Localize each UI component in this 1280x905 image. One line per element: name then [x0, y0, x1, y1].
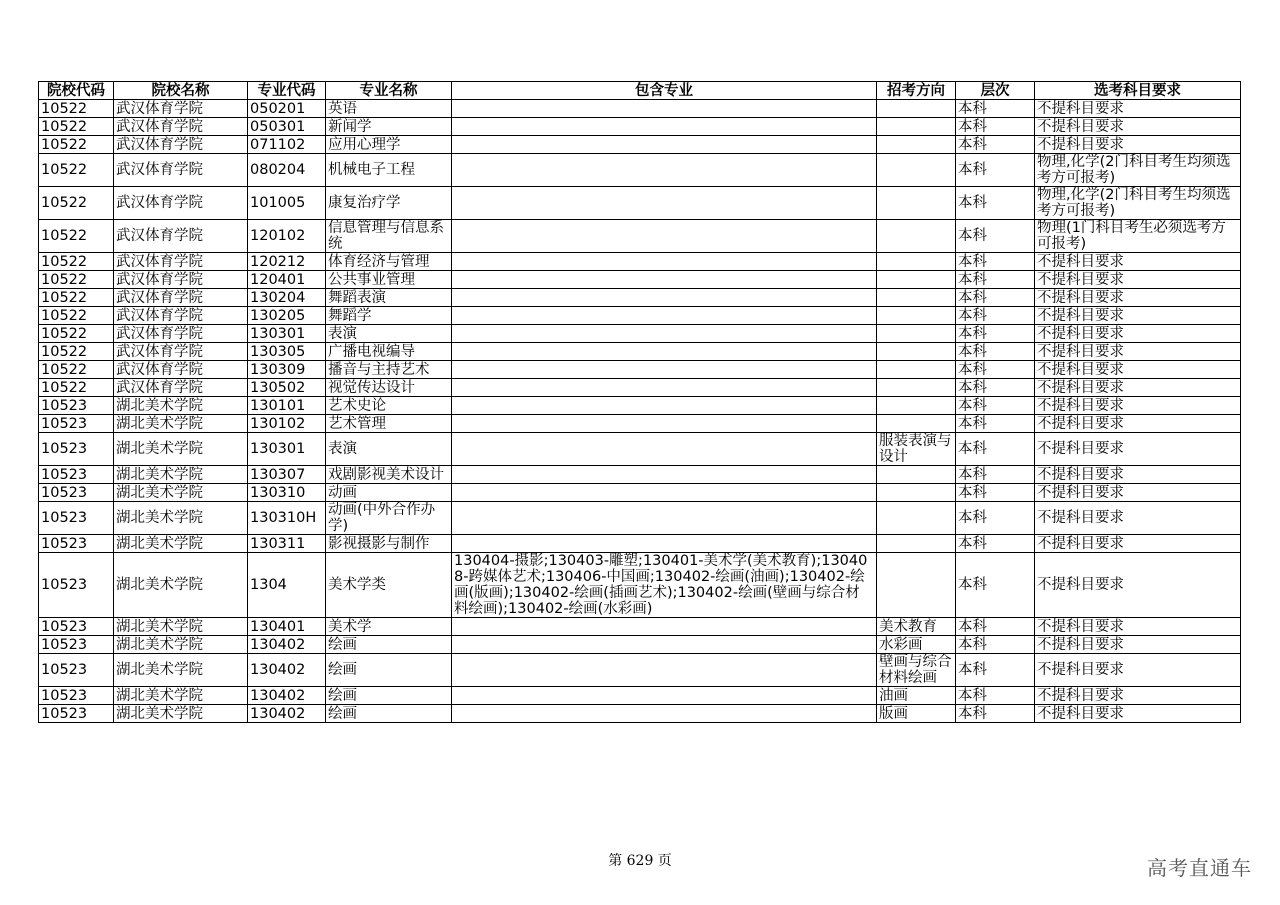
cell-subject-requirement: 不提科目要求	[1035, 466, 1241, 484]
cell-level: 本科	[956, 433, 1035, 466]
cell-major-code: 130301	[248, 325, 326, 343]
cell-direction: 服装表演与设计	[877, 433, 956, 466]
cell-school-name: 湖北美术学院	[114, 687, 248, 705]
cell-level: 本科	[956, 705, 1035, 723]
cell-school-name: 湖北美术学院	[114, 535, 248, 553]
cell-included-majors	[452, 705, 877, 723]
cell-level: 本科	[956, 118, 1035, 136]
cell-major-name: 绘画	[326, 687, 452, 705]
cell-school-name: 湖北美术学院	[114, 553, 248, 618]
cell-school-code: 10523	[39, 553, 114, 618]
cell-major-name: 播音与主持艺术	[326, 361, 452, 379]
cell-major-name: 动画(中外合作办学)	[326, 502, 452, 535]
cell-subject-requirement: 不提科目要求	[1035, 307, 1241, 325]
cell-major-code: 130309	[248, 361, 326, 379]
table-row	[39, 687, 1241, 705]
table-row	[39, 466, 1241, 484]
cell-major-name: 应用心理学	[326, 136, 452, 154]
cell-school-code: 10523	[39, 687, 114, 705]
cell-included-majors	[452, 618, 877, 636]
cell-subject-requirement: 不提科目要求	[1035, 636, 1241, 654]
cell-level: 本科	[956, 325, 1035, 343]
cell-school-name: 武汉体育学院	[114, 379, 248, 397]
cell-level: 本科	[956, 253, 1035, 271]
cell-subject-requirement: 不提科目要求	[1035, 289, 1241, 307]
cell-direction	[877, 415, 956, 433]
cell-school-code: 10522	[39, 379, 114, 397]
watermark-logo: 高考直通车	[1147, 856, 1252, 880]
cell-school-name: 武汉体育学院	[114, 253, 248, 271]
cell-subject-requirement: 不提科目要求	[1035, 687, 1241, 705]
cell-school-code: 10523	[39, 654, 114, 687]
cell-major-code: 130305	[248, 343, 326, 361]
cell-school-name: 武汉体育学院	[114, 100, 248, 118]
cell-direction	[877, 253, 956, 271]
cell-level: 本科	[956, 271, 1035, 289]
cell-major-code: 130402	[248, 687, 326, 705]
cell-school-name: 武汉体育学院	[114, 220, 248, 253]
header-school-name: 院校名称	[114, 82, 248, 100]
cell-included-majors	[452, 325, 877, 343]
cell-included-majors	[452, 466, 877, 484]
cell-subject-requirement: 不提科目要求	[1035, 415, 1241, 433]
cell-direction	[877, 307, 956, 325]
cell-major-code: 130402	[248, 636, 326, 654]
cell-school-code: 10523	[39, 415, 114, 433]
table-row	[39, 535, 1241, 553]
table-row	[39, 220, 1241, 253]
cell-included-majors	[452, 397, 877, 415]
cell-school-name: 武汉体育学院	[114, 307, 248, 325]
cell-subject-requirement: 不提科目要求	[1035, 535, 1241, 553]
cell-direction	[877, 220, 956, 253]
cell-included-majors	[452, 253, 877, 271]
cell-major-name: 新闻学	[326, 118, 452, 136]
table-row	[39, 289, 1241, 307]
cell-school-code: 10523	[39, 466, 114, 484]
cell-major-code: 130101	[248, 397, 326, 415]
cell-major-code: 130301	[248, 433, 326, 466]
cell-major-name: 公共事业管理	[326, 271, 452, 289]
cell-direction	[877, 325, 956, 343]
table-row	[39, 502, 1241, 535]
cell-included-majors	[452, 271, 877, 289]
cell-major-name: 表演	[326, 325, 452, 343]
table-row	[39, 636, 1241, 654]
cell-school-name: 武汉体育学院	[114, 361, 248, 379]
cell-school-name: 湖北美术学院	[114, 415, 248, 433]
cell-subject-requirement: 物理,化学(2门科目考生均须选考方可报考)	[1035, 187, 1241, 220]
table-body	[39, 100, 1241, 723]
cell-major-code: 080204	[248, 154, 326, 187]
cell-level: 本科	[956, 535, 1035, 553]
cell-major-code: 130204	[248, 289, 326, 307]
cell-major-code: 1304	[248, 553, 326, 618]
cell-major-name: 绘画	[326, 705, 452, 723]
cell-school-code: 10522	[39, 220, 114, 253]
cell-major-name: 英语	[326, 100, 452, 118]
cell-school-code: 10522	[39, 325, 114, 343]
table-row	[39, 343, 1241, 361]
cell-subject-requirement: 不提科目要求	[1035, 136, 1241, 154]
table-row	[39, 253, 1241, 271]
cell-level: 本科	[956, 220, 1035, 253]
cell-major-name: 舞蹈学	[326, 307, 452, 325]
cell-school-code: 10522	[39, 289, 114, 307]
cell-major-name: 美术学	[326, 618, 452, 636]
cell-subject-requirement: 物理,化学(2门科目考生均须选考方可报考)	[1035, 154, 1241, 187]
cell-direction	[877, 502, 956, 535]
cell-school-code: 10522	[39, 187, 114, 220]
cell-level: 本科	[956, 154, 1035, 187]
cell-major-name: 艺术管理	[326, 415, 452, 433]
cell-subject-requirement: 不提科目要求	[1035, 361, 1241, 379]
cell-level: 本科	[956, 654, 1035, 687]
table-row	[39, 136, 1241, 154]
table-row	[39, 553, 1241, 618]
cell-major-name: 表演	[326, 433, 452, 466]
cell-major-name: 机械电子工程	[326, 154, 452, 187]
cell-major-name: 美术学类	[326, 553, 452, 618]
cell-direction	[877, 100, 956, 118]
cell-school-code: 10523	[39, 636, 114, 654]
cell-major-name: 影视摄影与制作	[326, 535, 452, 553]
cell-school-name: 湖北美术学院	[114, 636, 248, 654]
cell-major-name: 视觉传达设计	[326, 379, 452, 397]
cell-level: 本科	[956, 136, 1035, 154]
cell-level: 本科	[956, 100, 1035, 118]
cell-school-code: 10522	[39, 154, 114, 187]
header-direction: 招考方向	[877, 82, 956, 100]
cell-school-code: 10523	[39, 397, 114, 415]
cell-included-majors: 130404-摄影;130403-雕塑;130401-美术学(美术教育);130408-跨媒体艺术;130406-中国画;130402-绘画(油画);130402-绘画(版画);130402-绘画(插画艺术);130402-绘画(壁画与综合材料绘画);130402-绘画(水彩画)	[452, 553, 877, 618]
cell-school-name: 湖北美术学院	[114, 502, 248, 535]
cell-level: 本科	[956, 289, 1035, 307]
cell-level: 本科	[956, 415, 1035, 433]
cell-direction: 版画	[877, 705, 956, 723]
cell-included-majors	[452, 100, 877, 118]
cell-direction	[877, 484, 956, 502]
cell-direction: 油画	[877, 687, 956, 705]
cell-school-code: 10522	[39, 343, 114, 361]
cell-major-code: 130307	[248, 466, 326, 484]
cell-school-code: 10523	[39, 618, 114, 636]
cell-major-name: 康复治疗学	[326, 187, 452, 220]
cell-included-majors	[452, 379, 877, 397]
cell-direction	[877, 343, 956, 361]
cell-level: 本科	[956, 343, 1035, 361]
table-row	[39, 618, 1241, 636]
cell-subject-requirement: 不提科目要求	[1035, 502, 1241, 535]
header-included-majors: 包含专业	[452, 82, 877, 100]
cell-school-code: 10523	[39, 502, 114, 535]
page-number: 第 629 页	[608, 853, 672, 869]
cell-major-code: 130311	[248, 535, 326, 553]
cell-school-code: 10523	[39, 705, 114, 723]
cell-level: 本科	[956, 502, 1035, 535]
cell-level: 本科	[956, 687, 1035, 705]
cell-subject-requirement: 不提科目要求	[1035, 654, 1241, 687]
cell-major-code: 130102	[248, 415, 326, 433]
cell-direction: 美术教育	[877, 618, 956, 636]
cell-major-name: 绘画	[326, 654, 452, 687]
cell-direction	[877, 466, 956, 484]
cell-included-majors	[452, 361, 877, 379]
cell-level: 本科	[956, 553, 1035, 618]
cell-included-majors	[452, 535, 877, 553]
cell-school-name: 武汉体育学院	[114, 343, 248, 361]
cell-school-name: 湖北美术学院	[114, 484, 248, 502]
cell-direction	[877, 118, 956, 136]
cell-subject-requirement: 不提科目要求	[1035, 271, 1241, 289]
cell-included-majors	[452, 636, 877, 654]
cell-major-code: 101005	[248, 187, 326, 220]
cell-subject-requirement: 不提科目要求	[1035, 343, 1241, 361]
cell-included-majors	[452, 289, 877, 307]
cell-school-name: 湖北美术学院	[114, 618, 248, 636]
cell-subject-requirement: 不提科目要求	[1035, 433, 1241, 466]
cell-major-name: 艺术史论	[326, 397, 452, 415]
table-row	[39, 361, 1241, 379]
cell-subject-requirement: 不提科目要求	[1035, 100, 1241, 118]
table-row	[39, 433, 1241, 466]
cell-major-name: 舞蹈表演	[326, 289, 452, 307]
cell-school-name: 湖北美术学院	[114, 397, 248, 415]
cell-school-name: 武汉体育学院	[114, 187, 248, 220]
cell-major-name: 戏剧影视美术设计	[326, 466, 452, 484]
cell-included-majors	[452, 687, 877, 705]
cell-school-code: 10522	[39, 361, 114, 379]
cell-level: 本科	[956, 379, 1035, 397]
cell-major-name: 广播电视编导	[326, 343, 452, 361]
table-row	[39, 415, 1241, 433]
table-row	[39, 187, 1241, 220]
cell-major-code: 130205	[248, 307, 326, 325]
table-row	[39, 100, 1241, 118]
cell-subject-requirement: 不提科目要求	[1035, 325, 1241, 343]
cell-school-name: 武汉体育学院	[114, 289, 248, 307]
cell-direction	[877, 154, 956, 187]
cell-included-majors	[452, 187, 877, 220]
header-subject-requirement: 选考科目要求	[1035, 82, 1241, 100]
cell-subject-requirement: 物理(1门科目考生必须选考方可报考)	[1035, 220, 1241, 253]
cell-school-code: 10522	[39, 271, 114, 289]
cell-school-name: 湖北美术学院	[114, 466, 248, 484]
cell-subject-requirement: 不提科目要求	[1035, 705, 1241, 723]
table-row	[39, 271, 1241, 289]
cell-major-code: 120102	[248, 220, 326, 253]
table-row	[39, 705, 1241, 723]
header-major-code: 专业代码	[248, 82, 326, 100]
cell-school-code: 10523	[39, 484, 114, 502]
cell-subject-requirement: 不提科目要求	[1035, 379, 1241, 397]
table-row	[39, 154, 1241, 187]
table-header-row	[39, 82, 1241, 100]
table-row	[39, 397, 1241, 415]
cell-major-code: 071102	[248, 136, 326, 154]
cell-major-name: 绘画	[326, 636, 452, 654]
cell-level: 本科	[956, 397, 1035, 415]
header-school-code: 院校代码	[39, 82, 114, 100]
cell-major-code: 130402	[248, 654, 326, 687]
cell-direction	[877, 187, 956, 220]
cell-direction: 水彩画	[877, 636, 956, 654]
cell-major-code: 120401	[248, 271, 326, 289]
table-row	[39, 118, 1241, 136]
cell-direction	[877, 361, 956, 379]
cell-major-code: 130310	[248, 484, 326, 502]
cell-direction	[877, 289, 956, 307]
cell-included-majors	[452, 118, 877, 136]
cell-subject-requirement: 不提科目要求	[1035, 553, 1241, 618]
cell-school-code: 10522	[39, 136, 114, 154]
cell-included-majors	[452, 654, 877, 687]
cell-direction: 壁画与综合材料绘画	[877, 654, 956, 687]
header-major-name: 专业名称	[326, 82, 452, 100]
table-row	[39, 379, 1241, 397]
table-row	[39, 654, 1241, 687]
cell-school-name: 湖北美术学院	[114, 705, 248, 723]
cell-major-code: 130502	[248, 379, 326, 397]
cell-subject-requirement: 不提科目要求	[1035, 397, 1241, 415]
cell-included-majors	[452, 136, 877, 154]
cell-major-code: 130401	[248, 618, 326, 636]
cell-major-name: 信息管理与信息系统	[326, 220, 452, 253]
admission-table	[38, 81, 1241, 723]
cell-school-name: 武汉体育学院	[114, 325, 248, 343]
table-row	[39, 484, 1241, 502]
cell-subject-requirement: 不提科目要求	[1035, 118, 1241, 136]
cell-major-code: 050301	[248, 118, 326, 136]
cell-level: 本科	[956, 187, 1035, 220]
cell-school-name: 武汉体育学院	[114, 118, 248, 136]
cell-direction	[877, 271, 956, 289]
cell-subject-requirement: 不提科目要求	[1035, 618, 1241, 636]
cell-major-code: 050201	[248, 100, 326, 118]
header-level: 层次	[956, 82, 1035, 100]
cell-school-code: 10522	[39, 100, 114, 118]
cell-direction	[877, 136, 956, 154]
cell-level: 本科	[956, 361, 1035, 379]
cell-subject-requirement: 不提科目要求	[1035, 484, 1241, 502]
cell-school-name: 武汉体育学院	[114, 154, 248, 187]
cell-level: 本科	[956, 466, 1035, 484]
cell-major-code: 130310H	[248, 502, 326, 535]
cell-direction	[877, 397, 956, 415]
cell-level: 本科	[956, 636, 1035, 654]
cell-school-name: 湖北美术学院	[114, 433, 248, 466]
cell-level: 本科	[956, 484, 1035, 502]
cell-included-majors	[452, 415, 877, 433]
cell-school-code: 10522	[39, 118, 114, 136]
cell-included-majors	[452, 433, 877, 466]
cell-school-name: 武汉体育学院	[114, 136, 248, 154]
cell-included-majors	[452, 484, 877, 502]
cell-school-code: 10522	[39, 253, 114, 271]
cell-direction	[877, 379, 956, 397]
cell-school-code: 10522	[39, 307, 114, 325]
cell-subject-requirement: 不提科目要求	[1035, 253, 1241, 271]
cell-major-code: 130402	[248, 705, 326, 723]
cell-major-name: 动画	[326, 484, 452, 502]
cell-included-majors	[452, 307, 877, 325]
cell-included-majors	[452, 502, 877, 535]
cell-school-code: 10523	[39, 433, 114, 466]
cell-school-code: 10523	[39, 535, 114, 553]
cell-level: 本科	[956, 307, 1035, 325]
table-row	[39, 325, 1241, 343]
table-row	[39, 307, 1241, 325]
cell-included-majors	[452, 343, 877, 361]
cell-level: 本科	[956, 618, 1035, 636]
cell-school-name: 湖北美术学院	[114, 654, 248, 687]
cell-included-majors	[452, 220, 877, 253]
cell-included-majors	[452, 154, 877, 187]
cell-direction	[877, 535, 956, 553]
cell-school-name: 武汉体育学院	[114, 271, 248, 289]
cell-direction	[877, 553, 956, 618]
cell-major-code: 120212	[248, 253, 326, 271]
cell-major-name: 体育经济与管理	[326, 253, 452, 271]
